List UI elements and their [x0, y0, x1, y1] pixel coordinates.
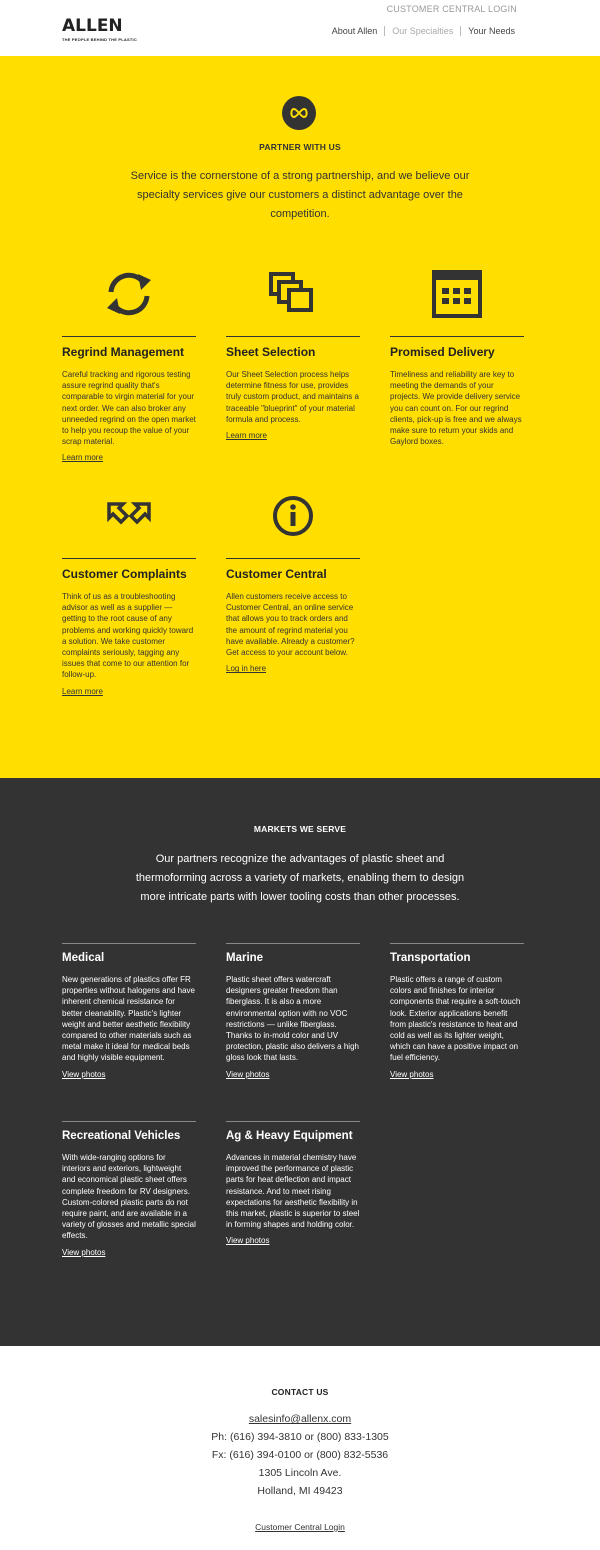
- feature-divider: [226, 558, 360, 559]
- feature-text: Our Sheet Selection process helps determine fitness for use, provides truly custom product, and maintains a traceable "blueprint" of your material formula and process.: [226, 370, 359, 424]
- feature-divider: [226, 336, 360, 337]
- feature-text: Allen customers receive access to Customer Central, an online service that allows you to track orders and the amount of regrind material you have available. Already a customer? Get access to your account below.: [226, 592, 355, 658]
- market-transportation: [390, 943, 524, 1082]
- nav-your-needs[interactable]: Your Needs: [460, 26, 515, 36]
- market-recreational-vehicles: [62, 1121, 196, 1260]
- feature-divider: [62, 558, 196, 559]
- markets-section: [0, 778, 600, 1346]
- markets-intro: Our partners recognize the advantages of plastic sheet and thermoforming across a variety of markets, enabling them to design more intricate parts with lower tooling costs than other processes.: [135, 853, 465, 903]
- contact-heading: CONTACT US: [271, 1387, 329, 1397]
- feature-title: Regrind Management: [62, 345, 185, 359]
- sheets-icon: [226, 262, 360, 326]
- feature-regrind-management: [62, 262, 196, 465]
- feature-text: Careful tracking and rigorous testing assure regrind quality that's comparable to virgin material for your next order. We can also broker any unneeded regrind on the open market to help you recoup the value of your scrap material.: [62, 370, 196, 447]
- feature-text: Timeliness and reliability are key to meeting the demands of your projects. We provide delivery service you can count on. For our regrind clients, pick-up is free and we always make sure to return your skids and Gaylord boxes.: [390, 370, 522, 447]
- feature-divider: [390, 336, 524, 337]
- market-text: Advances in material chemistry have improved the performance of plastic parts for heat deflection and impact resistance. And to meet rising expectations for aesthetic flexibility in this market, plastic is superior to steel in forming shapes and holding color.: [226, 1153, 360, 1230]
- site-header: [0, 0, 600, 56]
- market-divider: [226, 943, 360, 944]
- feature-text: Think of us as a troubleshooting advisor as well as a supplier — getting to the root cause of any problems and working quickly toward a solution. We take customer complaints seriously, tagging any issues that come to our attention for follow-up.: [62, 592, 194, 680]
- market-text: With wide-ranging options for interiors and exteriors, lightweight and economical plastic sheet offers complete freedom for RV designers. Custom-colored plastic parts do not require paint, and are available in a variety of glosses and metallic special effects.: [62, 1153, 196, 1241]
- footer-customer-central-login-link[interactable]: Customer Central Login: [255, 1522, 345, 1532]
- nav-about-allen[interactable]: About Allen: [331, 26, 378, 36]
- feature-customer-complaints: [62, 484, 196, 699]
- market-divider: [62, 943, 196, 944]
- feature-title: Customer Central: [226, 567, 327, 581]
- market-title: Medical: [62, 952, 105, 964]
- logo-wordmark: ALLEN: [62, 16, 123, 36]
- info-icon: [226, 484, 360, 548]
- arrows-icon: [62, 484, 196, 548]
- refresh-icon: [62, 262, 196, 326]
- view-photos-link[interactable]: View photos: [226, 1236, 270, 1246]
- market-title: Ag & Heavy Equipment: [226, 1130, 353, 1142]
- market-marine: [226, 943, 360, 1082]
- market-text: Plastic offers a range of custom colors and finishes for interior components that require a soft-touch look. Exterior applications benefit from plastic's resistance to heat and cold as well as its lighter weight, which can have a positive impact on fuel efficiency.: [390, 975, 521, 1063]
- calendar-icon: [390, 262, 524, 326]
- customer-central-login-link[interactable]: CUSTOMER CENTRAL LOGIN: [386, 4, 517, 14]
- logo-tagline: THE PEOPLE BEHIND THE PLASTIC: [62, 37, 137, 42]
- market-text: New generations of plastics offer FR properties without halogens and have inherent chemical resistance for better cleanability. Plastic's lighter weight and better aesthetic flexibility compared to other materials such as metal make it ideal for medical beds and highly visible equipment.: [62, 975, 195, 1063]
- contact-address-line2: Holland, MI 49423: [257, 1485, 343, 1497]
- partner-section: [0, 56, 600, 778]
- contact-email-link[interactable]: salesinfo@allenx.com: [248, 1413, 352, 1425]
- contact-address-line1: 1305 Lincoln Ave.: [258, 1467, 342, 1479]
- feature-title: Sheet Selection: [226, 345, 316, 359]
- nav-our-specialties[interactable]: Our Specialties: [384, 26, 460, 36]
- partner-intro: Service is the cornerstone of a strong partnership, and we believe our specialty services give our customers a distinct advantage over the competition.: [130, 170, 470, 220]
- market-text: Plastic sheet offers watercraft designers greater freedom than fiberglass. It is also a more environmental option with no VOC restrictions — unlike fiberglass. Thanks to in-mold color and UV protection, plastic also delivers a high gloss look that lasts.: [226, 975, 359, 1063]
- top-navigation: [332, 26, 515, 36]
- contact-section: [0, 1346, 600, 1550]
- feature-sheet-selection: [226, 262, 360, 443]
- view-photos-link[interactable]: View photos: [62, 1247, 106, 1257]
- feature-title: Promised Delivery: [390, 345, 495, 359]
- contact-fax: Fx: (616) 394-0100 or (800) 832-5536: [211, 1449, 389, 1461]
- view-photos-link[interactable]: View photos: [62, 1069, 106, 1079]
- market-title: Transportation: [390, 952, 471, 964]
- contact-phone: Ph: (616) 394-3810 or (800) 833-1305: [211, 1431, 389, 1443]
- feature-divider: [62, 336, 196, 337]
- learn-more-link[interactable]: Learn more: [226, 431, 267, 441]
- market-divider: [62, 1121, 196, 1122]
- infinity-icon: [282, 96, 316, 130]
- feature-promised-delivery: [390, 262, 524, 447]
- markets-heading: MARKETS WE SERVE: [253, 824, 347, 834]
- feature-customer-central: [226, 484, 360, 676]
- view-photos-link[interactable]: View photos: [390, 1069, 434, 1079]
- feature-title: Customer Complaints: [62, 567, 187, 581]
- log-in-here-link[interactable]: Log in here: [226, 664, 267, 674]
- market-title: Marine: [226, 952, 264, 964]
- market-ag-heavy-equipment: [226, 1121, 360, 1248]
- view-photos-link[interactable]: View photos: [226, 1069, 270, 1079]
- market-title: Recreational Vehicles: [62, 1130, 181, 1142]
- allen-logo[interactable]: [62, 18, 148, 42]
- contact-details: [0, 1410, 600, 1500]
- partner-heading: PARTNER WITH US: [259, 142, 341, 152]
- learn-more-link[interactable]: Learn more: [62, 453, 103, 463]
- market-divider: [390, 943, 524, 944]
- learn-more-link[interactable]: Learn more: [62, 686, 103, 696]
- market-divider: [226, 1121, 360, 1122]
- market-medical: [62, 943, 196, 1082]
